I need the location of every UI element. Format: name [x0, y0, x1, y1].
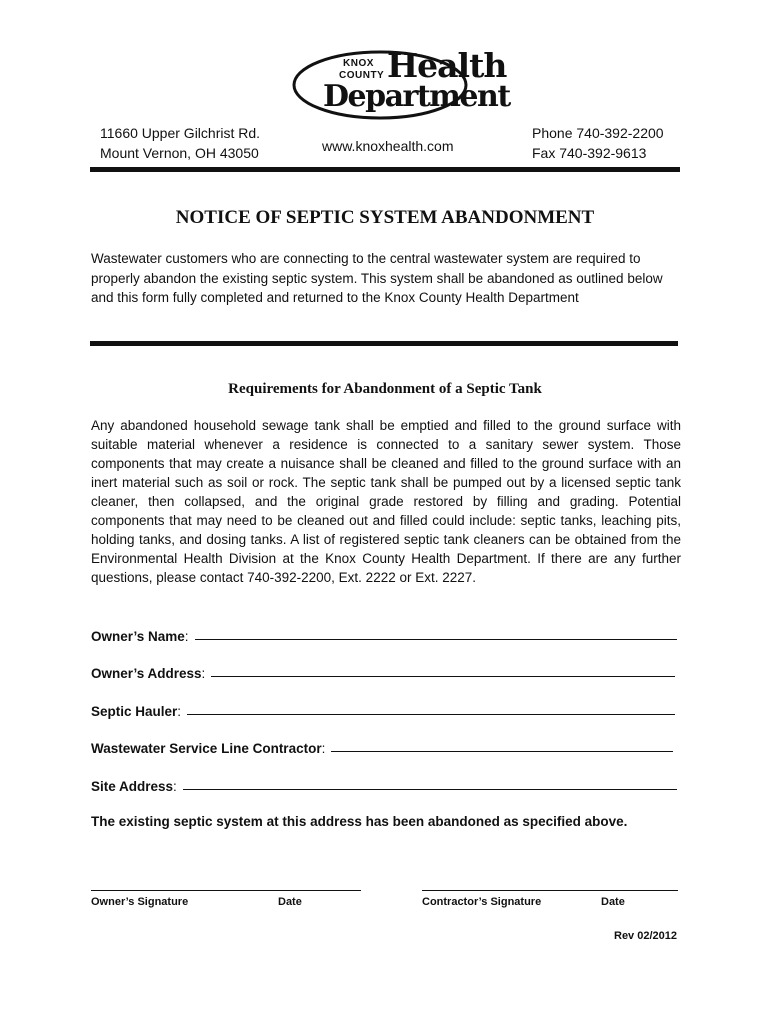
address-block [100, 123, 260, 163]
contractor-field[interactable] [91, 736, 673, 756]
logo-county-text: COUNTY [339, 70, 385, 81]
header-divider [90, 167, 680, 172]
colon: : [184, 629, 189, 644]
septic-hauler-input-line[interactable] [187, 714, 675, 715]
fax-number: Fax 740-392-9613 [532, 145, 647, 161]
owner-address-input-line[interactable] [211, 676, 675, 677]
owner-signature-label: Owner’s Signature [91, 896, 189, 908]
logo-health-text: Health [387, 46, 507, 85]
site-address-label: Site Address [91, 779, 174, 794]
owner-address-label: Owner’s Address [91, 666, 202, 681]
site-address-input-line[interactable] [183, 789, 677, 790]
abandonment-statement: The existing septic system at this address has been abandoned as specified above. [91, 814, 628, 829]
contractor-signature-line[interactable] [422, 890, 678, 891]
owner-name-input-line[interactable] [195, 639, 677, 640]
contractor-date-label: Date [601, 896, 625, 908]
septic-hauler-field[interactable] [91, 699, 675, 719]
owner-signature-line[interactable] [91, 890, 361, 891]
owner-date-label: Date [278, 896, 302, 908]
site-address-field[interactable] [91, 774, 677, 794]
phone-number: Phone 740-392-2200 [532, 125, 664, 141]
contact-block [532, 123, 664, 163]
website-link[interactable]: www.knoxhealth.com [322, 138, 454, 154]
colon: : [321, 741, 326, 756]
colon: : [201, 666, 206, 681]
owner-address-field[interactable] [91, 661, 675, 681]
colon: : [173, 779, 177, 794]
owner-name-label: Owner’s Name [91, 629, 185, 644]
section-divider [90, 341, 678, 346]
address-street: 11660 Upper Gilchrist Rd. [100, 125, 261, 141]
page-title: NOTICE OF SEPTIC SYSTEM ABANDONMENT [175, 207, 595, 228]
revision-label: Rev 02/2012 [614, 930, 677, 942]
address-city: Mount Vernon, OH 43050 [100, 145, 259, 161]
contractor-signature-label: Contractor’s Signature [422, 896, 542, 908]
requirements-heading: Requirements for Abandonment of a Septic Tank [228, 381, 542, 397]
contractor-label: Wastewater Service Line Contractor [91, 741, 322, 756]
colon: : [177, 704, 182, 719]
septic-hauler-label: Septic Hauler [91, 704, 178, 719]
intro-paragraph: Wastewater customers who are connecting to the central wastewater system are required to properly abandon the existing septic system. This system shall be abandoned as outlined below and this form fully completed and returned to the Knox County Health Department [91, 251, 663, 305]
contractor-input-line[interactable] [331, 751, 673, 752]
logo-department-text: Department [323, 79, 510, 114]
logo-knox-text: KNOX [343, 58, 374, 69]
requirements-paragraph: Any abandoned household sewage tank shall be emptied and filled to the ground surface with suitable material whenever a residence is connected to a sanitary sewer system. Those components that may create a nuisance shall be cleaned and filled to the ground surface with an inert material such as soil or rock. The septic tank shall be pumped out by a licensed septic tank cleaner, then collapsed, and the original grade restored by filling and grading. Potential components that may need to be cleaned out and filled could include: septic tanks, leaching pits, holding tanks, and dosing tanks. A list of registered septic tank cleaners can be obtained from the Environmental Health Division at the Knox County Health Department. If there are any further questions, please contact 740-392-2200, Ext. 2222 or Ext. 2227. [91, 418, 681, 585]
owner-name-field[interactable] [91, 624, 677, 644]
